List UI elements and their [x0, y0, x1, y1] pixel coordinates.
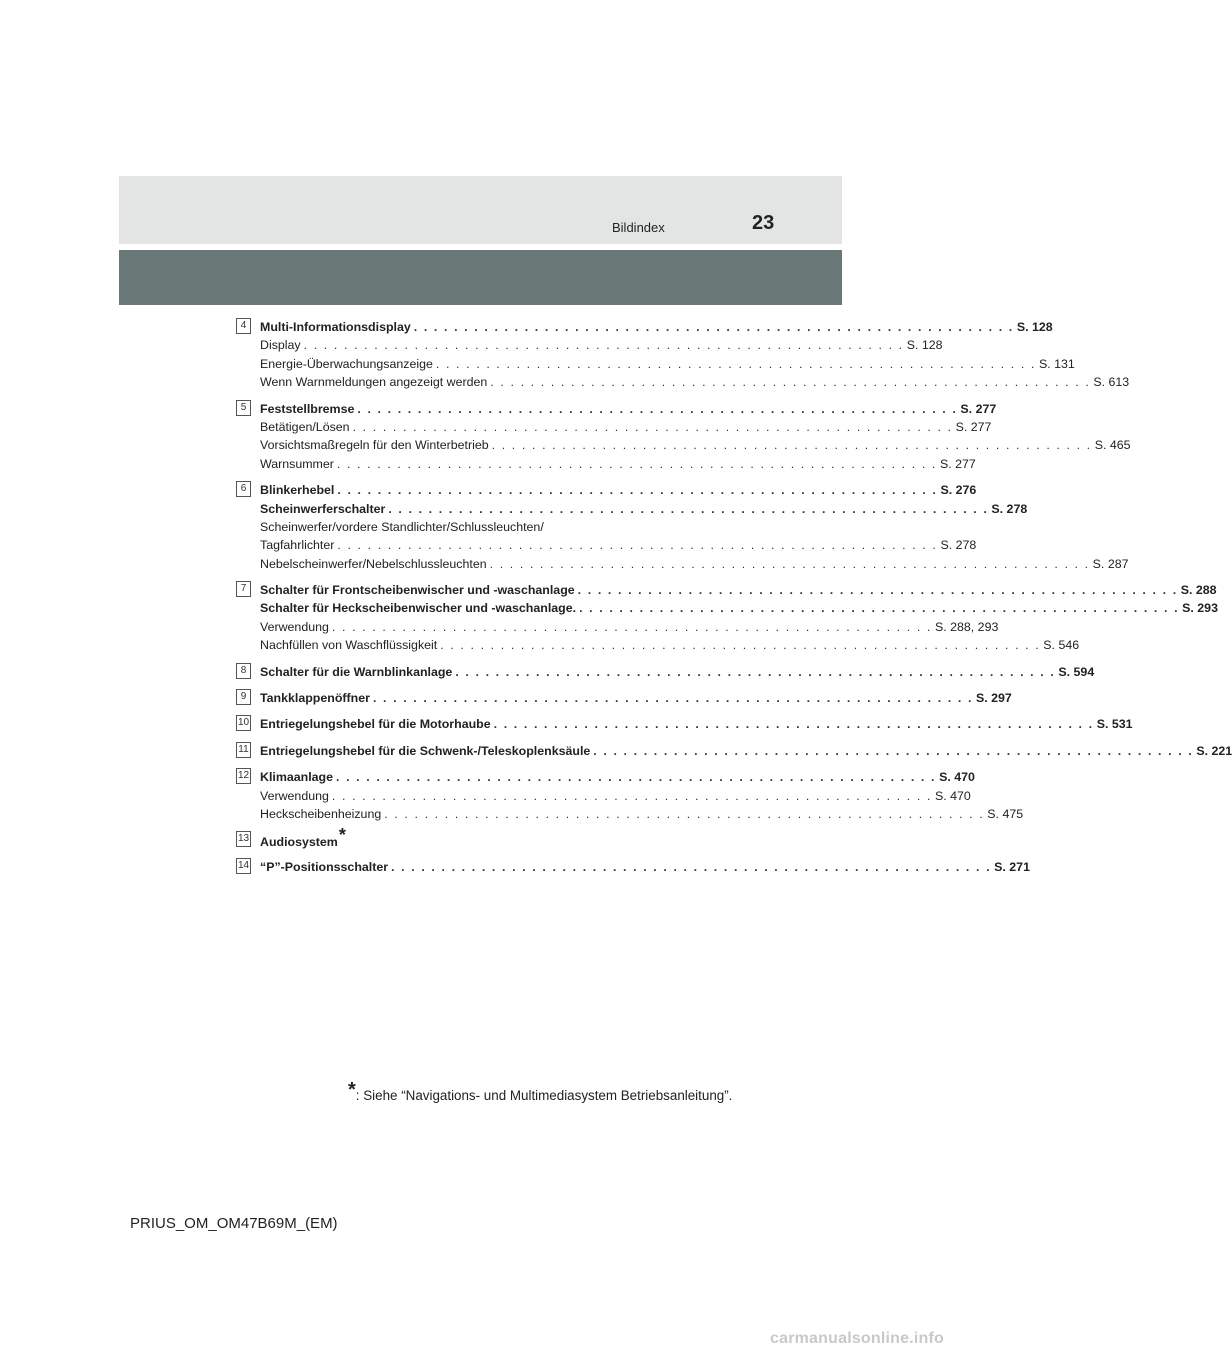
- page-reference[interactable]: S. 297: [976, 691, 1012, 706]
- index-entry-sub[interactable]: [260, 618, 999, 636]
- entry-label: Wenn Warnmeldungen angezeigt werden: [260, 375, 488, 390]
- index-group: [236, 858, 1030, 876]
- index-entry-main[interactable]: [260, 689, 1012, 707]
- entry-label: Betätigen/Lösen: [260, 419, 350, 434]
- item-number-badge: 14: [236, 858, 251, 874]
- dot-leader: . . . . . . . . . . . . . . . . . . . . . . . . . . . . . . . . . . . . . . . . . . . . . . . . . . . . . . . . . . . .: [413, 320, 1014, 334]
- entry-label: Multi-Informationsdisplay: [260, 320, 411, 334]
- dot-leader: . . . . . . . . . . . . . . . . . . . . . . . . . . . . . . . . . . . . . . . . . . . . . . . . . . . . . . . . . . . .: [435, 356, 1036, 371]
- index-group: [236, 768, 1024, 823]
- entry-label: Tagfahrlichter: [260, 538, 335, 553]
- entry-label: “P”-Positionsschalter: [260, 859, 389, 874]
- entry-label: Entriegelungshebel für die Schwenk-/Teleskoplenksäule: [260, 743, 591, 758]
- page-reference[interactable]: S. 465: [1094, 438, 1131, 453]
- item-number-badge: 6: [236, 481, 251, 497]
- index-entry-sub[interactable]: [260, 418, 992, 436]
- dot-leader: . . . . . . . . . . . . . . . . . . . . . . . . . . . . . . . . . . . . . . . . . . . . . . . . . . . . . . . . . . . .: [331, 619, 932, 634]
- page-number: 23: [752, 212, 775, 234]
- index-entry-sub[interactable]: [260, 518, 726, 536]
- dot-leader: . . . . . . . . . . . . . . . . . . . . . . . . . . . . . . . . . . . . . . . . . . . . . . . . . . . . . . . . . . . .: [491, 438, 1092, 453]
- page-reference[interactable]: S. 276: [940, 483, 977, 498]
- page-reference[interactable]: S. 594: [1058, 664, 1095, 679]
- item-number-badge: 7: [236, 581, 251, 597]
- item-number-badge: 11: [236, 742, 251, 758]
- dot-leader: . . . . . . . . . . . . . . . . . . . . . . . . . . . . . . . . . . . . . . . . . . . . . . . . . . . . . . . . . . . .: [336, 770, 937, 785]
- page-reference[interactable]: S. 278: [991, 501, 1028, 516]
- index-entry-sub[interactable]: [260, 787, 971, 805]
- dot-leader: . . . . . . . . . . . . . . . . . . . . . . . . . . . . . . . . . . . . . . . . . . . . . . . . . . . . . . . . . . . .: [489, 556, 1090, 571]
- entry-label: Display: [260, 338, 301, 353]
- index-group: [236, 318, 1130, 392]
- entry-label: Verwendung: [260, 788, 329, 803]
- index-group: [236, 581, 1218, 655]
- dot-leader: . . . . . . . . . . . . . . . . . . . . . . . . . . . . . . . . . . . . . . . . . . . . . . . . . . . . . . . . . . . .: [388, 501, 989, 516]
- entry-label: Energie-Überwachungsanzeige: [260, 356, 433, 371]
- index-entry-main[interactable]: [260, 715, 1133, 733]
- entry-label: Schalter für die Warnblinkanlage: [260, 664, 453, 679]
- dot-leader: . . . . . . . . . . . . . . . . . . . . . . . . . . . . . . . . . . . . . . . . . . . . . . . . . . . . . . . . . . . .: [357, 401, 958, 416]
- item-number-badge: 13: [236, 831, 251, 847]
- index-group: [236, 825, 726, 850]
- index-entry-sub[interactable]: [260, 805, 1024, 823]
- index-entry-main[interactable]: [260, 318, 1053, 336]
- dot-leader: . . . . . . . . . . . . . . . . . . . . . . . . . . . . . . . . . . . . . . . . . . . . . . . . . . . . . . . . . . . .: [384, 806, 985, 821]
- footnote-asterisk: *: [348, 1079, 356, 1101]
- index-entry-main[interactable]: [260, 581, 1217, 599]
- dot-leader: . . . . . . . . . . . . . . . . . . . . . . . . . . . . . . . . . . . . . . . . . . . . . . . . . . . . . . . . . . . .: [391, 859, 992, 874]
- entry-label: Nebelscheinwerfer/Nebelschlussleuchten: [260, 556, 487, 571]
- entry-label: Audiosystem: [260, 835, 338, 850]
- footnote-marker: *: [338, 825, 346, 846]
- index-entry-main[interactable]: [260, 768, 975, 786]
- page-reference[interactable]: S. 531: [1096, 717, 1133, 732]
- page-reference[interactable]: S. 277: [939, 456, 976, 471]
- page-reference[interactable]: S. 293: [1182, 601, 1218, 616]
- page-reference[interactable]: S. 613: [1093, 375, 1130, 390]
- footnote-text: : Siehe “Navigations- und Multimediasystem Betriebsanleitung”.: [355, 1088, 733, 1103]
- index-entry-main[interactable]: [260, 663, 1095, 681]
- index-group: [236, 481, 1129, 573]
- item-number-badge: 5: [236, 400, 251, 416]
- header-dark-bar: [119, 250, 842, 305]
- entry-label: Klimaanlage: [260, 770, 333, 785]
- index-entry-sub[interactable]: [260, 536, 977, 554]
- section-title: Bildindex: [612, 220, 665, 235]
- item-number-badge: 12: [236, 768, 251, 784]
- item-number-badge: 9: [236, 689, 251, 705]
- watermark: carmanualsonline.info: [770, 1330, 945, 1347]
- page-reference[interactable]: S. 475: [987, 806, 1024, 821]
- dot-leader: . . . . . . . . . . . . . . . . . . . . . . . . . . . . . . . . . . . . . . . . . . . . . . . . . . . . . . . . . . . .: [336, 456, 937, 471]
- dot-leader: . . . . . . . . . . . . . . . . . . . . . . . . . . . . . . . . . . . . . . . . . . . . . . . . . . . . . . . . . . . .: [455, 664, 1056, 679]
- dot-leader: . . . . . . . . . . . . . . . . . . . . . . . . . . . . . . . . . . . . . . . . . . . . . . . . . . . . . . . . . . . .: [337, 483, 938, 498]
- index-group: [236, 663, 1095, 681]
- entry-label: Entriegelungshebel für die Motorhaube: [260, 717, 491, 732]
- item-number-badge: 10: [236, 715, 251, 731]
- index-entry-main[interactable]: [260, 500, 1028, 518]
- index-group: [236, 715, 1133, 733]
- dot-leader: . . . . . . . . . . . . . . . . . . . . . . . . . . . . . . . . . . . . . . . . . . . . . . . . . . . . . . . . . . . .: [331, 788, 932, 803]
- entry-label: Tankklappenöffner: [260, 691, 370, 706]
- item-number-badge: 4: [236, 318, 251, 334]
- index-entry-sub[interactable]: [260, 355, 1075, 373]
- dot-leader: . . . . . . . . . . . . . . . . . . . . . . . . . . . . . . . . . . . . . . . . . . . . . . . . . . . . . . . . . . . .: [372, 691, 973, 706]
- page-reference[interactable]: S. 131: [1038, 356, 1075, 371]
- entry-label: Nachfüllen von Waschflüssigkeit: [260, 638, 438, 653]
- index-entry-main[interactable]: [260, 599, 1218, 617]
- index-entry-main[interactable]: [260, 481, 977, 499]
- dot-leader: . . . . . . . . . . . . . . . . . . . . . . . . . . . . . . . . . . . . . . . . . . . . . . . . . . . . . . . . . . . .: [337, 538, 938, 553]
- index-entry-main[interactable]: [260, 825, 726, 850]
- entry-label: Vorsichtsmaßregeln für den Winterbetrieb: [260, 438, 489, 453]
- page-reference[interactable]: S. 277: [960, 401, 997, 416]
- dot-leader: . . . . . . . . . . . . . . . . . . . . . . . . . . . . . . . . . . . . . . . . . . . . . . . . . . . . . . . . . . . .: [577, 583, 1178, 598]
- entry-label: Heckscheibenheizung: [260, 806, 382, 821]
- page-reference[interactable]: S. 128: [906, 338, 943, 353]
- page-reference[interactable]: S. 288, 293: [934, 619, 999, 634]
- page-reference[interactable]: S. 470: [939, 770, 975, 785]
- index-group: [236, 689, 1012, 707]
- index-entry-sub[interactable]: [260, 336, 943, 354]
- page-reference[interactable]: S. 271: [994, 859, 1030, 874]
- entry-label: Schalter für Frontscheibenwischer und -waschanlage: [260, 583, 575, 598]
- page-reference[interactable]: S. 277: [955, 419, 992, 434]
- picture-index-list: [236, 318, 1232, 884]
- index-group: [236, 400, 1131, 474]
- header-top-band: [119, 176, 842, 244]
- index-entry-sub[interactable]: [260, 436, 1131, 454]
- item-number-badge: 8: [236, 663, 251, 679]
- page-reference[interactable]: S. 221: [1196, 743, 1232, 758]
- entry-label: Feststellbremse: [260, 401, 355, 416]
- index-entry-main[interactable]: [260, 858, 1030, 876]
- index-entry-sub[interactable]: [260, 555, 1129, 573]
- page-reference[interactable]: S. 128: [1016, 320, 1053, 334]
- page-reference[interactable]: S. 287: [1092, 556, 1129, 571]
- document-id: PRIUS_OM_OM47B69M_(EM): [130, 1215, 338, 1232]
- index-entry-sub[interactable]: [260, 455, 976, 473]
- dot-leader: . . . . . . . . . . . . . . . . . . . . . . . . . . . . . . . . . . . . . . . . . . . . . . . . . . . . . . . . . . . .: [593, 743, 1194, 758]
- dot-leader: . . . . . . . . . . . . . . . . . . . . . . . . . . . . . . . . . . . . . . . . . . . . . . . . . . . . . . . . . . . .: [490, 375, 1091, 390]
- entry-label: Schalter für Heckscheibenwischer und -waschanlage.: [260, 601, 577, 616]
- entry-label: Scheinwerfer/vordere Standlichter/Schlussleuchten/: [260, 519, 544, 534]
- index-entry-sub[interactable]: [260, 636, 1080, 654]
- dot-leader: . . . . . . . . . . . . . . . . . . . . . . . . . . . . . . . . . . . . . . . . . . . . . . . . . . . . . . . . . . . .: [579, 601, 1180, 616]
- dot-leader: . . . . . . . . . . . . . . . . . . . . . . . . . . . . . . . . . . . . . . . . . . . . . . . . . . . . . . . . . . . .: [303, 338, 904, 353]
- page-reference[interactable]: S. 278: [940, 538, 977, 553]
- index-entry-main[interactable]: [260, 742, 1232, 760]
- page-reference[interactable]: S. 470: [934, 788, 971, 803]
- entry-label: Verwendung: [260, 619, 329, 634]
- entry-label: Warnsummer: [260, 456, 334, 471]
- dot-leader: . . . . . . . . . . . . . . . . . . . . . . . . . . . . . . . . . . . . . . . . . . . . . . . . . . . . . . . . . . . .: [352, 419, 953, 434]
- footnote: [348, 1079, 733, 1106]
- index-entry-sub[interactable]: [260, 373, 1130, 391]
- index-group: [236, 742, 1232, 760]
- index-entry-main[interactable]: [260, 400, 997, 418]
- page-reference[interactable]: S. 288: [1180, 583, 1217, 598]
- entry-label: Blinkerhebel: [260, 483, 335, 498]
- dot-leader: . . . . . . . . . . . . . . . . . . . . . . . . . . . . . . . . . . . . . . . . . . . . . . . . . . . . . . . . . . . .: [493, 717, 1094, 732]
- entry-label: Scheinwerferschalter: [260, 501, 386, 516]
- dot-leader: . . . . . . . . . . . . . . . . . . . . . . . . . . . . . . . . . . . . . . . . . . . . . . . . . . . . . . . . . . . .: [440, 638, 1041, 653]
- page-reference[interactable]: S. 546: [1043, 638, 1080, 653]
